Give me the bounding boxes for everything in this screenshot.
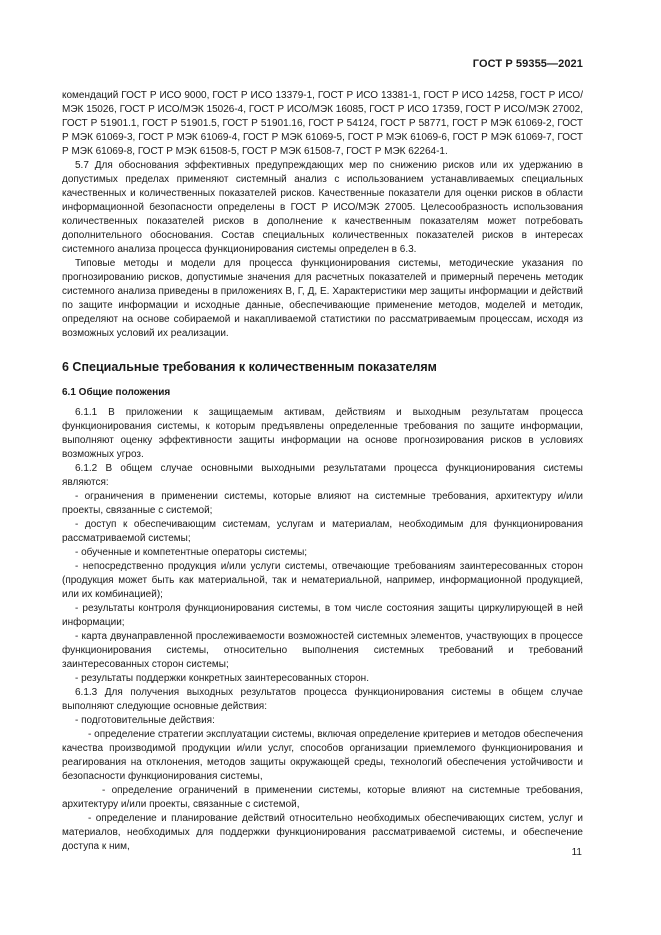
list-item: - подготовительные действия: [75, 715, 215, 726]
paragraph-continuation: комендаций ГОСТ Р ИСО 9000, ГОСТ Р ИСО 13379-1, ГОСТ Р ИСО 13381-1, ГОСТ Р ИСО 14258, ГОСТ Р ИСО/МЭК 15026, ГОСТ Р ИСО/МЭК 15026-4, ГОСТ Р ИСО/МЭК 16085, ГОСТ Р ИСО 17359, ГОСТ Р ИСО/МЭК 27002, ГОСТ Р 51901.1, ГОСТ Р 51901.5, ГОСТ Р 51901.16, ГОСТ Р 54124, ГОСТ Р 58771, ГОСТ Р МЭК 61069-2, ГОСТ Р МЭК 61069-3, ГОСТ Р МЭК 61069-4, ГОСТ Р МЭК 61069-5, ГОСТ Р МЭК 61069-6, ГОСТ Р МЭК 61069-7, ГОСТ Р МЭК 61069-8, ГОСТ Р МЭК 61508-5, ГОСТ Р МЭК 61508-7, ГОСТ Р МЭК 62264-1. [62, 90, 583, 157]
sub-list-item: - определение ограничений в применении системы, которые влияют на системные требования, архитектуру и/или проекты, связанные с системой, [62, 785, 583, 810]
list-item: - ограничения в применении системы, которые влияют на системные требования, архитектуру и/или проекты, связанные с системой; [62, 491, 583, 516]
paragraph-5-7: 5.7 Для обоснования эффективных предупреждающих мер по снижению рисков или их удержанию в допустимых пределах применяют системный анализ с использованием устанавливаемых специальных качественных и количественных показателей рисков. Качественные показатели для оценки рисков в области информационной безопасности определены в ГОСТ Р ИСО/МЭК 27005. Целесообразность использования количественных показателей рисков в дополнение к качественным показателям может потребовать дополнительного обоснования. Состав специальных количественных показателей рисков в интересах системного анализа процесса функционирования системы определен в 6.3. [62, 160, 583, 255]
section-title: 6 Специальные требования к количественным показателям [62, 360, 437, 374]
list-item: - карта двунаправленной прослеживаемости возможностей системных элементов, участвующих в процессе функционирования системы, относительно выполнения системных требований и требований заинтересованных сторон системы; [62, 631, 583, 670]
paragraph-6-1-2: 6.1.2 В общем случае основными выходными результатами процесса функционирования системы являются: [62, 463, 583, 488]
sub-list-item: - определение стратегии эксплуатации системы, включая определение критериев и методов обеспечения качества производимой продукции и/или услуг, способов организации приемлемого функционирования и реагирования на отклонения, методов защиты окружающей среды, технологий обеспечения устойчивости и безопасности функционирования системы, [62, 729, 583, 782]
subsection-title: 6.1 Общие положения [62, 387, 171, 398]
paragraph-typical-methods: Типовые методы и модели для процесса функционирования системы, методические указания по прогнозированию рисков, допустимые значения для расчетных показателей и примерный перечень методик системного анализа приведены в приложениях В, Г, Д, Е. Характеристики мер защиты информации и действий по защите информации и исходные данные, обеспечивающие применение методов, моделей и методик, определяют на основе собираемой и накапливаемой статистики по рассматриваемым процессам, исходя из возможных условий их реализации. [62, 258, 583, 339]
paragraph-6-1-3: 6.1.3 Для получения выходных результатов процесса функционирования системы в общем случае выполняют следующие основные действия: [62, 687, 583, 712]
page-number: 11 [571, 847, 582, 858]
document-header-id: ГОСТ Р 59355—2021 [472, 58, 583, 70]
list-item: - результаты контроля функционирования системы, в том числе состояния защиты циркулирующей в ней информации; [62, 603, 583, 628]
list-item: - доступ к обеспечивающим системам, услугам и материалам, необходимым для функционирования рассматриваемой системы; [62, 519, 583, 544]
sub-list-item: - определение и планирование действий относительно необходимых обеспечивающих систем, услуг и материалов, необходимых для поддержки функционирования рассматриваемой системы, и обеспечение доступа к ним, [62, 813, 583, 852]
list-item: - непосредственно продукция и/или услуги системы, отвечающие требованиям заинтересованных сторон (продукция может быть как материальной, так и нематериальной, например, информационной продукцией, или их комбинацией); [62, 561, 583, 600]
document-body [62, 89, 583, 854]
paragraph-6-1-1: 6.1.1 В приложении к защищаемым активам, действиям и выходным результатам процесса функционирования системы, к которым предъявлены определенные требования по защите информации, выполняют оценку эффективности защиты информации на основе прогнозирования рисков в условиях возможных угроз. [62, 407, 583, 460]
list-item: - обученные и компетентные операторы системы; [75, 547, 308, 558]
list-item: - результаты поддержки конкретных заинтересованных сторон. [75, 673, 369, 684]
